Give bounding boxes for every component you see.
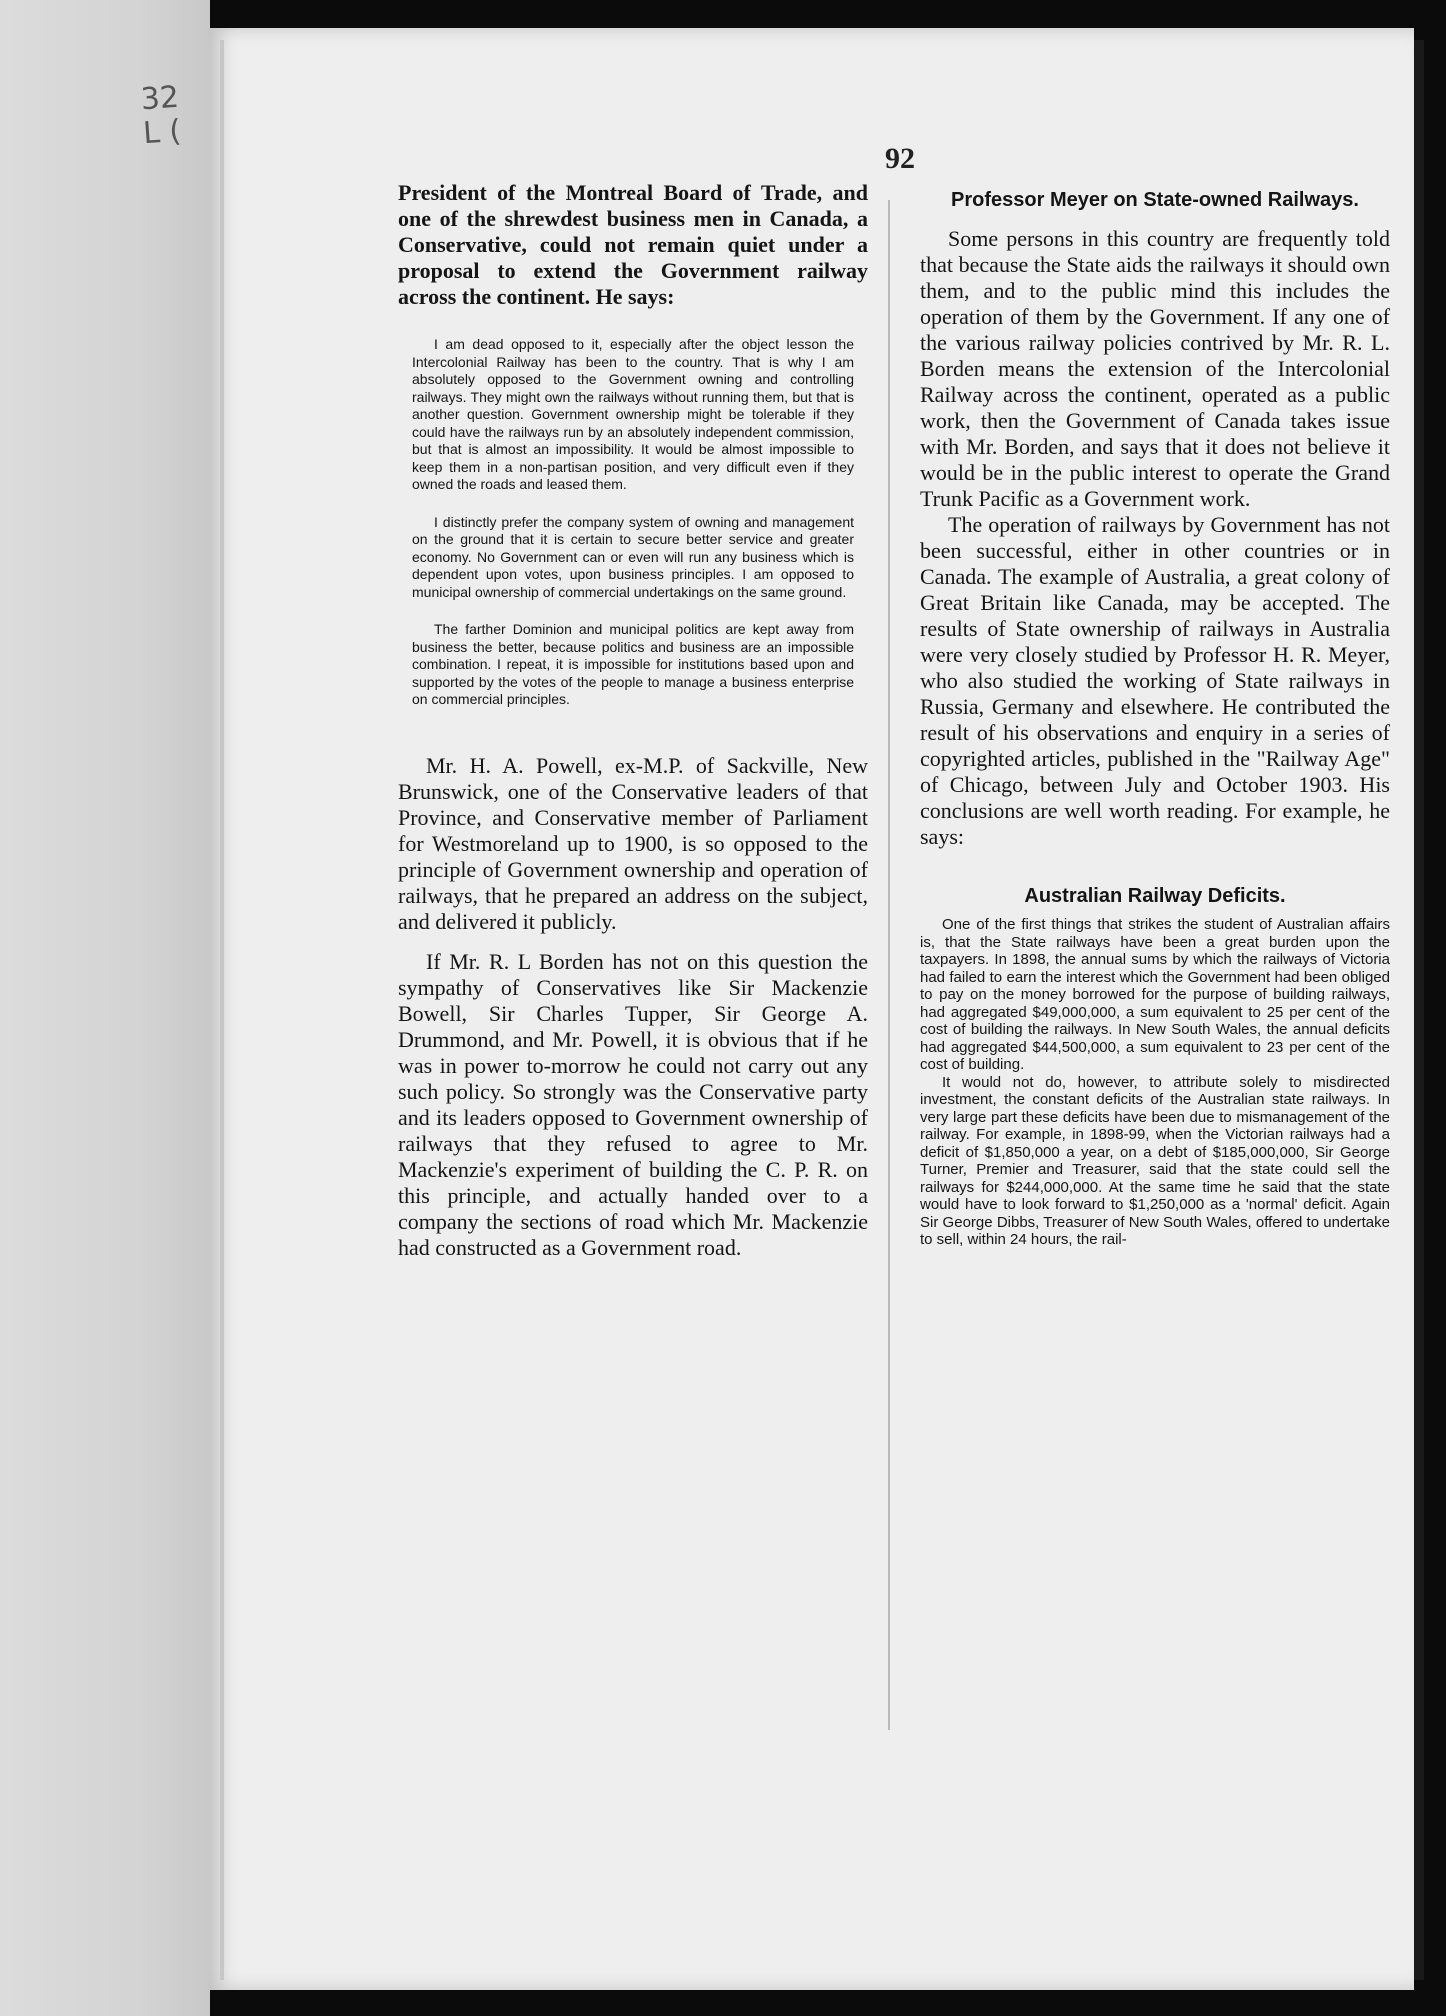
quote-paragraph-1: I am dead opposed to it, especially after the object lesson the Intercolonial Railway has been to the country. That is why I am absolutely opposed to the Government owning and controlling railways. They might own the railways without running them, but that is another question. Government ownership might be tolerable if they could have the railways run by an absolutely independent commission, but that is almost an impossibility. It would be almost impossible to keep them in a non-partisan position, and very difficult even if they owned the roads and leased them.	[412, 336, 854, 492]
column-divider	[888, 200, 890, 1730]
state-aid-paragraph: Some persons in this country are frequently told that because the State aids the railways it should own them, and to the public mind this includes the operation of them by the Government. If any one of the various railway policies contrived by Mr. R. L. Borden means the extension of the Intercolonial Railway across the continent, operated as a public work, then the Government of Canada takes issue with Mr. Borden, and says that it does not believe it would be in the public interest to operate the Grand Trunk Pacific as a Government work.	[920, 226, 1390, 511]
section-heading-meyer: Professor Meyer on State-owned Railways.	[951, 189, 1359, 211]
right-column	[920, 188, 1390, 1249]
intro-paragraph: President of the Montreal Board of Trade, and one of the shrewdest business men in Canada, a Conservative, could not remain quiet under a proposal to extend the Government railway across the continent. He says:	[398, 180, 868, 309]
deficits-paragraph-1: One of the first things that strikes the student of Australian affairs is, that the State railways have been a great burden upon the taxpayers. In 1898, the annual sums by which the railways of Victoria had failed to earn the interest which the Government had been obliged to pay on the money borrowed for the purpose of building railways, had aggregated $49,000,000, a sum equivalent to 25 per cent of the cost of building the railways. In New South Wales, the annual deficits had aggregated $44,500,000, a sum equivalent to 23 per cent of the cost of building.	[920, 916, 1390, 1073]
quote-paragraph-3: The farther Dominion and municipal politics are kept away from business the better, because politics and business are an impossible combination. I repeat, it is impossible for institutions based upon and supported by the votes of the people to manage a business enterprise on commercial principles.	[412, 621, 854, 707]
deficits-paragraph-2: It would not do, however, to attribute solely to misdirected investment, the constant deficits of the Australian state railways. In very large part these deficits have been due to mismanagement of the railway. For example, in 1898-99, when the Victorian railways had a deficit of $1,850,000 a year, on a debt of $185,000,000, Sir George Turner, Premier and Treasurer, said that the state could sell the railways for $244,000,000. At the same time he said that the state would have to look forward to $1,250,000 as a 'normal' deficit. Again Sir George Dibbs, Treasurer of New South Wales, offered to undertake to sell, within 24 hours, the rail-	[920, 1073, 1390, 1248]
page-edge	[1414, 40, 1424, 1980]
quote-paragraph-2: I distinctly prefer the company system of owning and management on the ground that it is certain to secure better service and greater economy. No Government can or even will run any business which is dependent upon votes, upon business principles. I am opposed to municipal ownership of commercial undertakings on the same ground.	[412, 513, 854, 600]
page-fold	[220, 40, 224, 1980]
borden-paragraph: If Mr. R. L Borden has not on this question the sympathy of Conservatives like Sir Mackenzie Bowell, Sir Charles Tupper, Sir George A. Drummond, and Mr. Powell, it is obvious that if he was in power to-morrow he could not carry out any such policy. So strongly was the Conservative party and its leaders opposed to Government ownership of railways that they refused to agree to Mr. Mackenzie's experiment of building the C. P. R. on this principle, and actually handed over to a company the sections of road which Mr. Mackenzie had constructed as a Government road.	[398, 948, 868, 1260]
margin-note-line-1: 32	[139, 79, 181, 118]
left-column	[398, 180, 868, 1261]
government-operation-paragraph: The operation of railways by Government has not been successful, either in other countries or in Canada. The example of Australia, a great colony of Great Britain like Canada, may be accepted. The results of State ownership of railways in Australia were very closely studied by Professor H. R. Meyer, who also studied the working of State railways in Russia, Germany and elsewhere. He contributed the result of his observations and enquiry in a series of copyrighted articles, published in the "Railway Age" of Chicago, between July and October 1903. His conclusions are well worth reading. For example, he says:	[920, 512, 1390, 849]
scan-margin	[0, 0, 210, 2016]
margin-handwriting	[140, 81, 183, 151]
page-number: 92	[885, 142, 915, 175]
section-heading-deficits: Australian Railway Deficits.	[1024, 885, 1286, 907]
powell-paragraph: Mr. H. A. Powell, ex-M.P. of Sackville, New Brunswick, one of the Conservative leaders of that Province, and Conservative member of Parliament for Westmoreland up to 1900, is so opposed to the principle of Government ownership and operation of railways, that he prepared an address on the subject, and delivered it publicly.	[398, 752, 868, 934]
margin-note-line-2: L (	[141, 113, 183, 152]
